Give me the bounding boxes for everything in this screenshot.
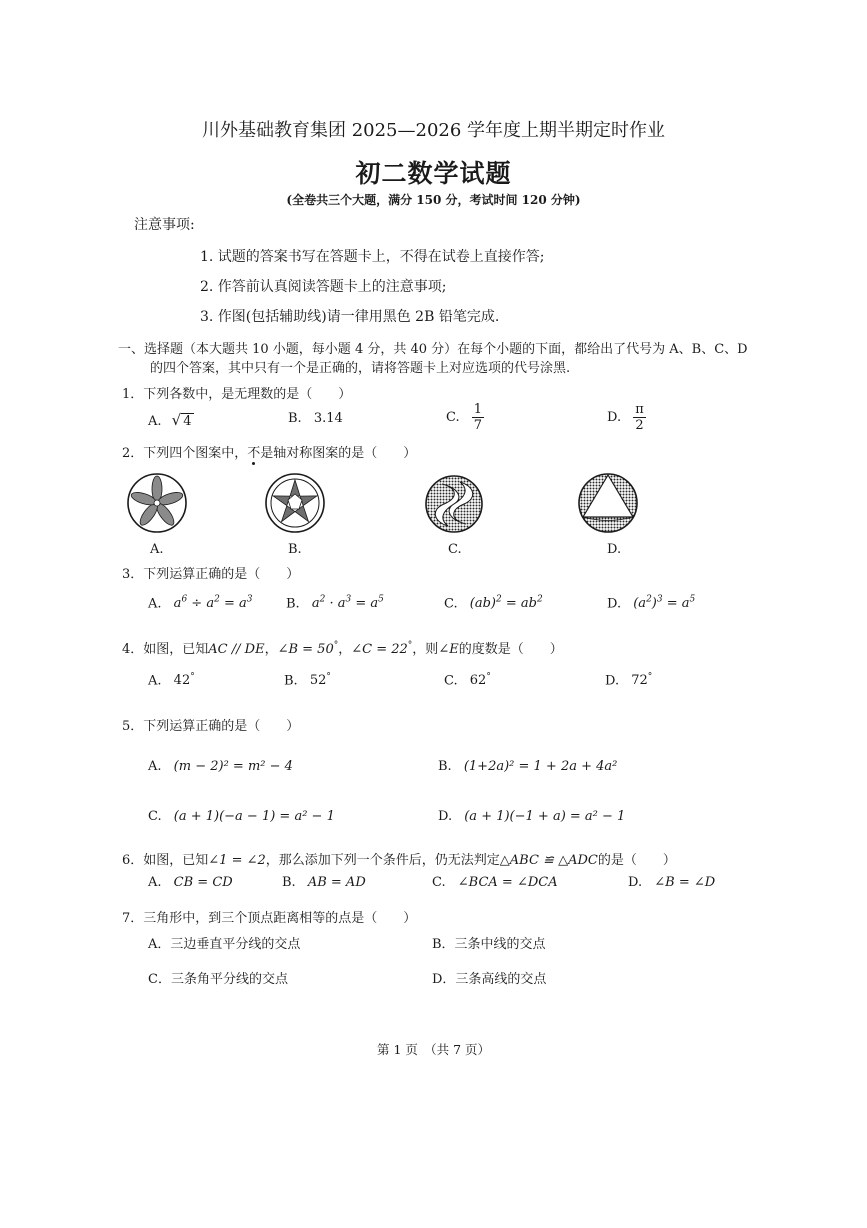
q3-b-expression: $a^2 \cdot a^3 = a^5$ xyxy=(311,595,384,612)
q4-b-degree: ° xyxy=(326,672,331,682)
q7-option-a: A．三边垂直平分线的交点 xyxy=(148,937,301,952)
q5-b-label: B. xyxy=(438,759,452,774)
q4-c-label: C. xyxy=(444,673,458,689)
q4-b-value: 52 xyxy=(309,673,327,689)
q2-stem-emphasis: 不 xyxy=(247,446,261,461)
sqrt-sign: √ xyxy=(171,411,182,429)
q6-option-d xyxy=(628,875,715,890)
q5-option-d xyxy=(438,809,625,824)
q6-b-label: B. xyxy=(282,875,296,890)
q7-option-d: D．三条高线的交点 xyxy=(432,972,547,987)
q6-a-expression: CB = CD xyxy=(173,875,233,890)
q1-option-d xyxy=(607,402,646,433)
exam-info: (全卷共三个大题，满分 150 分，考试时间 120 分钟) xyxy=(286,193,581,207)
notice-item-3: 3. 作图(包括辅助线)请一律用黑色 2B 铅笔完成. xyxy=(200,309,500,325)
exam-series-title: 川外基础教育集团 2025—2026 学年度上期半期定时作业 xyxy=(201,120,666,141)
q4-stem-post: 的度数是（ ） xyxy=(458,642,563,657)
q3-c-expression: $(ab)^2 = ab^2$ xyxy=(469,595,543,612)
q1-c-label: C. xyxy=(446,410,460,425)
q4-a-label: A. xyxy=(148,673,162,689)
q2-label-d: D. xyxy=(607,542,622,557)
q4-option-c xyxy=(444,672,491,688)
q4-degree-1: ° xyxy=(333,640,339,651)
q2-stem-pre: 2．下列四个图案中， xyxy=(122,446,248,461)
q4-stem-pre: 4．如图，已知 xyxy=(122,642,209,657)
q5-a-expression: (m − 2)² = m² − 4 xyxy=(173,759,293,774)
q3-b-label: B. xyxy=(286,596,300,612)
q1-d-numerator: π xyxy=(635,402,644,417)
q2-figure-c-swirl-icon xyxy=(424,474,484,534)
q4-d-degree: ° xyxy=(647,672,653,682)
q7-stem: 7．三角形中，到三个顶点距离相等的点是（ ） xyxy=(122,911,417,926)
q1-option-a xyxy=(148,411,194,429)
q3-option-b xyxy=(286,595,384,611)
q3-option-d xyxy=(607,595,695,611)
q5-d-label: D. xyxy=(438,809,453,824)
q4-stem-mid: ，则 xyxy=(412,642,439,657)
notice-item-1: 1. 试题的答案书写在答题卡上，不得在试卷上直接作答; xyxy=(200,249,545,265)
q3-a-label: A. xyxy=(148,596,162,612)
q6-d-label: D. xyxy=(628,875,643,890)
q6-stem xyxy=(122,849,676,868)
q4-b-label: B. xyxy=(284,673,298,689)
section1-intro-line1: 一、选择题（本大题共 10 小题，每小题 4 分，共 40 分）在每个小题的下面，都给出了代号为 A、B、C、D xyxy=(118,342,748,357)
q4-c-degree: ° xyxy=(486,672,491,682)
q6-angle-condition: ∠1 = ∠2 xyxy=(208,853,266,868)
q4-stem: 4．如图，已知AC // DE，∠B = 50°，∠C = 22°，则∠E的度数是（ ） xyxy=(122,640,563,657)
q3-d-expression: $(a^2)^3 = a^5$ xyxy=(633,595,696,612)
q4-angle-c: ∠C = 22 xyxy=(351,642,408,657)
q1-d-denominator: 2 xyxy=(635,418,644,433)
q2-label-a: A. xyxy=(150,542,164,557)
q2-stem xyxy=(122,442,416,461)
q6-stem-mid: ，那么添加下列一个条件后，仍无法判定 xyxy=(265,853,500,868)
q1-a-label: A. xyxy=(148,414,162,429)
q5-option-a xyxy=(148,759,293,774)
q5-stem: 5．下列运算正确的是（ ） xyxy=(122,719,300,734)
q1-c-denominator: 7 xyxy=(473,418,483,433)
q6-d-expression: ∠B = ∠D xyxy=(654,875,716,890)
q4-parallel-condition: AC // DE xyxy=(208,642,265,657)
q1-c-fraction xyxy=(472,402,484,433)
q2-stem-post: 是轴对称图案的是（ ） xyxy=(260,446,417,461)
q6-stem-pre: 6．如图，已知 xyxy=(122,853,209,868)
q6-option-a xyxy=(148,875,233,890)
q6-a-label: A. xyxy=(148,875,162,890)
q7-option-b: B．三条中线的交点 xyxy=(432,937,546,952)
page-number: 第 1 页 （共 7 页） xyxy=(376,1042,491,1057)
q1-stem: 1．下列各数中，是无理数的是（ ） xyxy=(122,387,352,402)
q5-option-c xyxy=(148,809,335,824)
q1-d-label: D. xyxy=(607,410,622,425)
q3-stem: 3．下列运算正确的是（ ） xyxy=(122,567,300,582)
q4-d-value: 72 xyxy=(631,673,648,689)
q1-b-value: 3.14 xyxy=(313,411,343,426)
q6-c-label: C. xyxy=(432,875,446,890)
q6-b-expression: AB = AD xyxy=(307,875,366,890)
q3-d-label: D. xyxy=(607,596,622,612)
q2-figure-a-flower-icon xyxy=(126,472,188,534)
q2-label-c: C. xyxy=(448,542,462,557)
q3-option-c xyxy=(444,595,543,611)
q5-option-b xyxy=(438,759,617,774)
q4-c-value: 62 xyxy=(469,673,487,689)
q4-a-value: 42 xyxy=(173,673,191,689)
exam-subject-title: 初二数学试题 xyxy=(355,159,512,188)
q1-d-fraction xyxy=(633,402,646,433)
q4-option-a xyxy=(148,672,195,688)
q4-d-label: D. xyxy=(605,673,620,689)
q6-c-expression: ∠BCA = ∠DCA xyxy=(457,875,558,890)
q2-figure-d-triangle-icon xyxy=(577,472,639,534)
q5-d-expression: (a + 1)(−1 + a) = a² − 1 xyxy=(464,809,626,824)
q7-option-c: C．三条角平分线的交点 xyxy=(148,972,288,987)
q2-label-b: B. xyxy=(288,542,302,557)
notice-heading: 注意事项: xyxy=(134,217,195,233)
q5-c-expression: (a + 1)(−a − 1) = a² − 1 xyxy=(173,809,335,824)
q4-degree-2: ° xyxy=(407,640,413,651)
q1-option-c xyxy=(446,402,484,433)
q2-figure-b-star-icon xyxy=(264,472,326,534)
q3-option-a xyxy=(148,595,252,611)
q5-b-expression: (1+2a)² = 1 + 2a + 4a² xyxy=(463,759,618,774)
q6-stem-post: 的是（ ） xyxy=(597,853,676,868)
q4-option-d xyxy=(605,672,652,688)
q4-angle-e: ∠E xyxy=(438,642,459,657)
q1-c-numerator: 1 xyxy=(473,402,483,417)
notice-item-2: 2. 作答前认真阅读答题卡上的注意事项; xyxy=(200,279,447,295)
q4-angle-b: ∠B = 50 xyxy=(277,642,334,657)
q1-a-radicand: 4 xyxy=(183,414,192,429)
q1-b-label: B. xyxy=(288,411,302,426)
q5-a-label: A. xyxy=(148,759,162,774)
q4-option-b xyxy=(284,672,331,688)
section1-intro-line2: 的四个答案，其中只有一个是正确的，请将答题卡上对应选项的代号涂黑. xyxy=(150,361,571,376)
q6-option-b xyxy=(282,875,366,890)
q3-c-label: C. xyxy=(444,596,458,612)
q5-c-label: C. xyxy=(148,809,162,824)
q6-congruence: △ABC ≌ △ADC xyxy=(499,853,598,868)
q6-option-c xyxy=(432,875,558,890)
q3-a-expression: $a^6 \div a^2 = a^3$ xyxy=(173,595,253,612)
q1-option-b xyxy=(288,411,343,426)
q4-a-degree: ° xyxy=(190,672,195,682)
